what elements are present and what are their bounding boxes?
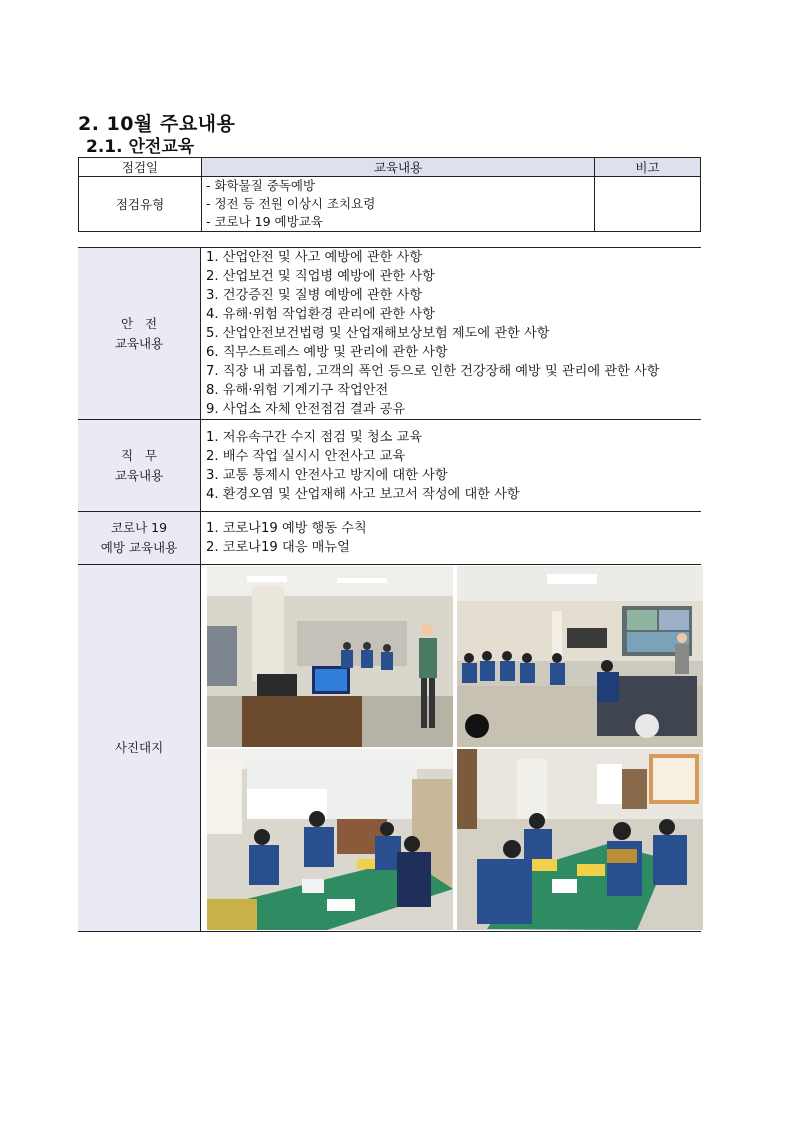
training-photo-meeting-2 <box>457 749 703 930</box>
education-table <box>78 247 701 932</box>
job-education-label: 직 무 교육내용 <box>78 420 201 512</box>
list-item: 1. 코로나19 예방 행동 수칙 <box>206 521 367 536</box>
list-item: 9. 사업소 자체 안전점검 결과 공유 <box>206 402 406 417</box>
list-item: 3. 건강증진 및 질병 예방에 관한 사항 <box>206 288 423 303</box>
photo-section-label: 사진대지 <box>78 565 201 932</box>
photo-grid-cell <box>201 565 702 932</box>
photo-grid <box>201 565 701 931</box>
list-item: 2. 배수 작업 실시시 안전사고 교육 <box>206 448 406 464</box>
header-inspection-date: 점검일 <box>79 158 202 177</box>
list-item: 2. 코로나19 대응 매뉴얼 <box>206 540 350 555</box>
list-item: 8. 유해·위험 기계기구 작업안전 <box>206 383 389 398</box>
list-item: 6. 직무스트레스 예방 및 관리에 관한 사항 <box>206 345 448 360</box>
page-heading: 2. 10월 주요내용 <box>78 113 236 135</box>
section-heading: 2.1. 안전교육 <box>86 137 195 157</box>
list-item: 4. 환경오염 및 산업재해 사고 보고서 작성에 대한 사항 <box>206 486 520 502</box>
safety-education-list <box>201 248 702 420</box>
covid-education-label: 코로나 19 예방 교육내용 <box>78 512 201 565</box>
list-item: 3. 교통 통제시 안전사고 방지에 대한 사항 <box>206 467 448 483</box>
list-item: 4. 유해·위험 작업환경 관리에 관한 사항 <box>206 307 435 322</box>
inspection-table <box>78 157 701 232</box>
list-item: 7. 직장 내 괴롭힘, 고객의 폭언 등으로 인한 건강장해 예방 및 관리에 관한 사항 <box>206 364 660 379</box>
covid-education-list <box>201 512 702 565</box>
list-item: 5. 산업안전보건법령 및 산업재해보상보험 제도에 관한 사항 <box>206 326 550 341</box>
header-remarks: 비고 <box>595 158 701 177</box>
list-item: 1. 산업안전 및 사고 예방에 관한 사항 <box>206 250 423 265</box>
training-photo-meeting-1 <box>207 749 453 930</box>
job-education-list <box>201 420 702 512</box>
list-item: - 화학물질 중독예방 <box>206 178 316 193</box>
inspection-type-label: 점검유형 <box>79 177 202 232</box>
list-item: 2. 산업보건 및 직업병 예방에 관한 사항 <box>206 269 435 284</box>
list-item: - 정전 등 전원 이상시 조치요령 <box>206 196 376 211</box>
remarks-cell <box>595 177 701 232</box>
training-photo-control-room-1 <box>207 566 453 747</box>
safety-education-label: 안 전 교육내용 <box>78 248 201 420</box>
training-photo-control-room-2 <box>457 566 703 747</box>
inspection-type-list <box>202 177 595 232</box>
list-item: 1. 저유속구간 수지 점검 및 청소 교육 <box>206 429 423 445</box>
list-item: - 코로나 19 예방교육 <box>206 214 323 229</box>
header-education-content: 교육내용 <box>202 158 595 177</box>
